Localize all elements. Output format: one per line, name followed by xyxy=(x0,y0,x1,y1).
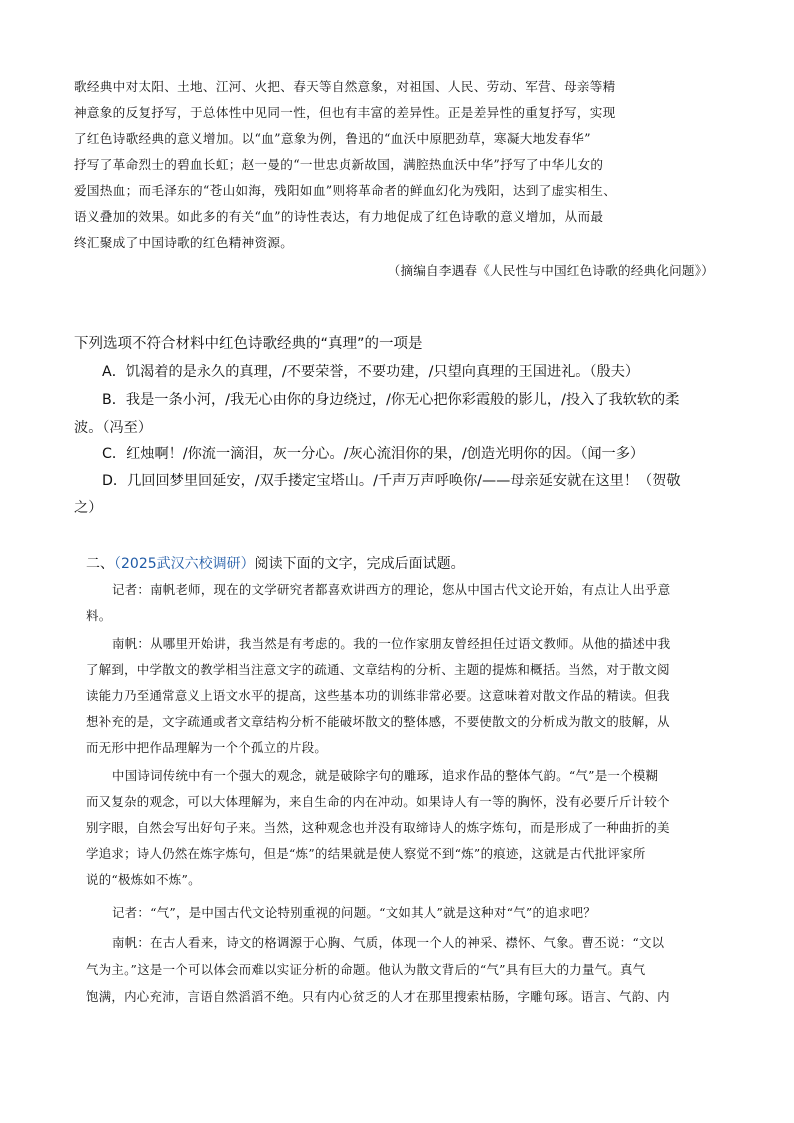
interview-line: 料。 xyxy=(86,608,112,623)
passage-line: 神意象的反复抒写，于总体性中见同一性，但也有丰富的差异性。正是差异性的重复抒写，实现 xyxy=(74,105,616,120)
interview-line: 饱满，内心充沛，言语自然滔滔不绝。只有内心贫乏的人才在那里搜索枯肠，字雕句琢。语言、气韵、内 xyxy=(86,989,670,1004)
interview-line: 气为主。”这是一个可以体会而难以实证分析的命题。他认为散文背后的“气”具有巨大的力量气。真气 xyxy=(86,962,646,977)
option-c xyxy=(74,440,722,468)
interview-line: 了解到，中学散文的教学相当注意文字的疏通、文章结构的分析、主题的提炼和概括。当然，对于散文阅 xyxy=(86,662,670,677)
section-number: 二、 xyxy=(86,556,114,572)
option-a-text: A．饥渴着的是永久的真理，/不要荣誉，不要功建，/只望向真理的王国进礼。（殷夫） xyxy=(102,364,640,380)
option-d-continued: 之） xyxy=(74,500,103,516)
interview-line: 而无形中把作品理解为一个个孤立的片段。 xyxy=(86,740,328,755)
option-a xyxy=(74,358,722,386)
interview-line: 记者：南帆老师，现在的文学研究者都喜欢讲西方的理论，您从中国古代文论开始，有点让人出乎意 xyxy=(112,582,671,597)
option-b-text: B．我是一条小河，/我无心由你的身边绕过，/你无心把你彩霞般的影儿，/投入了我软软的柔 xyxy=(102,392,680,408)
interview-line: 别字眼，自然会写出好句子来。当然，这种观念也并没有取缔诗人的炼字炼句，而是形成了一种曲折的美 xyxy=(86,820,670,835)
passage-line: 抒写了革命烈士的碧血长虹；赵一曼的“一世忠贞新故国，满腔热血沃中华”抒写了中华儿女的 xyxy=(74,157,604,172)
option-b xyxy=(74,386,722,414)
interview-line: 南帆：在古人看来，诗文的格调源于心胸、气质，体现一个人的神采、襟怀、气象。曹丕说：“文以 xyxy=(112,935,665,950)
interview-line: 学追求；诗人仍然在炼字炼句，但是“炼”的结果就是使人察觉不到“炼”的痕迹，这就是古代批评家所 xyxy=(86,846,646,861)
passage-line: 歌经典中对太阳、土地、江河、火把、春天等自然意象，对祖国、人民、劳动、军营、母亲等精 xyxy=(74,79,616,94)
interview-line: 想补充的是，文字疏通或者文章结构分析不能破坏散文的整体感，不要使散文的分析成为散文的肢解，从 xyxy=(86,714,670,729)
attribution: （摘编自李遇春《人民性与中国红色诗歌的经典化问题》） xyxy=(387,263,714,278)
question-stem: 下列选项不符合材料中红色诗歌经典的“真理”的一项是 xyxy=(74,336,423,352)
section-instruction: 阅读下面的文字，完成后面试题。 xyxy=(254,556,465,572)
section-source: （2025武汉六校调研） xyxy=(114,556,255,572)
passage-line: 爱国热血；而毛泽东的“苍山如海，残阳如血”则将革命者的鲜血幻化为残阳，达到了虚实相生、 xyxy=(74,183,617,198)
interview-line: 而又复杂的观念，可以大体理解为，来自生命的内在冲动。如果诗人有一等的胸怀，没有必要斤斤计较个 xyxy=(86,794,670,809)
section-two-heading xyxy=(86,550,465,578)
option-c-text: C．红烛啊！/你流一滴泪，灰一分心。/灰心流泪你的果，/创造光明你的因。（闻一多） xyxy=(102,446,645,462)
interview-line: 读能力乃至通常意义上语文水平的提高，这些基本功的训练非常必要。这意味着对散文作品的精读。但我 xyxy=(86,688,670,703)
interview-line: 中国诗词传统中有一个强大的观念，就是破除字句的雕琢，追求作品的整体气韵。“气”是一个模糊 xyxy=(112,768,659,783)
passage-line: 语义叠加的效果。如此多的有关“血”的诗性表达，有力地促成了红色诗歌的意义增加，从而最 xyxy=(74,209,604,224)
passage-line: 终汇聚成了中国诗歌的红色精神资源。 xyxy=(74,235,294,250)
option-b-continued: 波。（冯至） xyxy=(74,420,153,436)
option-d-text: D．几回回梦里回延安，/双手搂定宝塔山。/千声万声呼唤你/——母亲延安就在这里！（贺敬 xyxy=(102,473,681,489)
interview-line: 说的“极炼如不炼”。 xyxy=(86,872,201,887)
passage-line: 了红色诗歌经典的意义增加。以“血”意象为例，鲁迅的“血沃中原肥劲草，寒凝大地发春华” xyxy=(74,131,591,146)
interview-line: 记者：“气”，是中国古代文论特别重视的问题。“文如其人”就是这种对“气”的追求吧？ xyxy=(112,905,596,920)
option-d xyxy=(74,467,722,495)
interview-line: 南帆：从哪里开始讲，我当然是有考虑的。我的一位作家朋友曾经担任过语文教师。从他的描述中我 xyxy=(112,636,671,651)
